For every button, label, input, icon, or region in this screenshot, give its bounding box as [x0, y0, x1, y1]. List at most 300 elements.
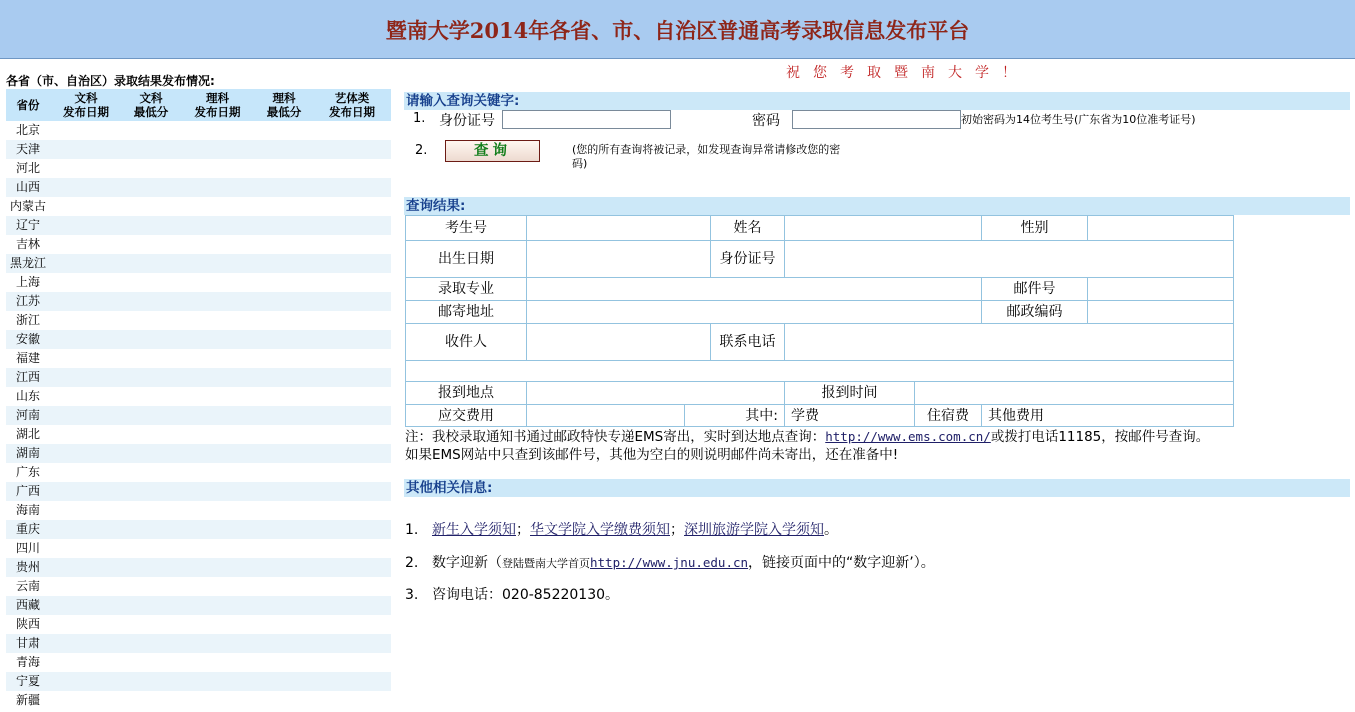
province-cell	[313, 615, 391, 634]
jnu-homepage-link[interactable]: http://www.jnu.edu.cn	[590, 555, 749, 570]
column-header-line: 理科	[206, 91, 229, 105]
province-cell	[255, 520, 313, 539]
province-cell	[180, 406, 255, 425]
province-row	[6, 653, 391, 672]
birth-date-value	[527, 241, 711, 278]
of-which-label: 其中:	[685, 405, 785, 427]
province-cell	[313, 311, 391, 330]
province-row	[6, 539, 391, 558]
province-cell	[313, 463, 391, 482]
postcode-value	[1088, 301, 1234, 324]
province-cell	[313, 140, 391, 159]
province-name: 广西	[6, 482, 50, 501]
step2-number: 2.	[415, 143, 428, 158]
province-cell	[122, 672, 180, 691]
province-row	[6, 463, 391, 482]
major-value	[527, 278, 982, 301]
report-time-label: 报到时间	[785, 382, 915, 405]
report-place-value	[527, 382, 785, 405]
province-name: 河北	[15, 161, 40, 175]
province-name: 青海	[15, 655, 40, 669]
name-value	[785, 216, 982, 241]
province-name: 天津	[6, 140, 50, 159]
province-cell	[50, 178, 122, 197]
province-name: 新疆	[15, 693, 40, 707]
name-label: 姓名	[711, 216, 785, 241]
province-name: 重庆	[6, 520, 50, 539]
mail-number-label: 邮件号	[982, 278, 1088, 301]
province-cell	[180, 520, 255, 539]
province-cell	[50, 444, 122, 463]
fee-due-value	[527, 405, 685, 427]
province-cell	[180, 349, 255, 368]
info-item-3	[405, 584, 619, 604]
tuition-label: 学费	[785, 405, 915, 427]
province-name: 江苏	[6, 292, 50, 311]
province-cell	[122, 596, 180, 615]
province-cell	[255, 406, 313, 425]
birth-date-label: 出生日期	[406, 241, 527, 278]
greeting-text: 祝您考取暨南大学！	[786, 65, 1029, 81]
id-card-value	[785, 241, 1234, 278]
province-release-panel	[6, 73, 391, 710]
column-header-line: 省份	[16, 98, 40, 112]
province-cell	[255, 140, 313, 159]
province-cell	[313, 425, 391, 444]
exam-number-label: 考生号	[406, 216, 527, 241]
province-cell	[255, 539, 313, 558]
province-cell	[180, 539, 255, 558]
column-header-line: 最低分	[133, 105, 169, 119]
province-cell	[180, 121, 255, 140]
password-label: 密码	[752, 113, 780, 129]
freshman-guide-link[interactable]: 新生入学须知	[432, 522, 516, 538]
ems-note	[405, 428, 1209, 464]
ems-note-line1-prefix: 注：我校录取通知书通过邮政特快专递EMS寄出，实时到达地点查询：	[405, 429, 826, 445]
province-cell	[122, 425, 180, 444]
province-row	[6, 501, 391, 520]
province-cell	[50, 539, 122, 558]
province-name: 湖南	[6, 444, 50, 463]
province-cell	[313, 368, 391, 387]
province-cell	[255, 311, 313, 330]
province-cell	[180, 463, 255, 482]
province-cell	[50, 596, 122, 615]
province-cell	[50, 159, 122, 178]
mail-number-value	[1088, 278, 1234, 301]
info-item-1-number: 1.	[405, 522, 419, 538]
province-row	[6, 311, 391, 330]
province-table-column-header	[122, 89, 180, 121]
province-cell	[255, 634, 313, 653]
info-separator-2: ；	[670, 522, 684, 538]
province-cell	[180, 140, 255, 159]
province-cell	[313, 596, 391, 615]
password-hint: 初始密码为14位考生号(广东省为10位准考证号)	[961, 113, 1196, 126]
province-cell	[313, 539, 391, 558]
postcode-label: 邮政编码	[982, 301, 1088, 324]
page-title: 暨南大学2014年各省、市、自治区普通高考录取信息发布平台	[385, 18, 970, 43]
province-name: 浙江	[15, 313, 40, 327]
province-cell	[255, 444, 313, 463]
province-table-header	[6, 89, 391, 121]
province-row	[6, 235, 391, 254]
province-table-column-header	[180, 89, 255, 121]
province-cell	[122, 254, 180, 273]
province-cell	[313, 349, 391, 368]
province-row	[6, 216, 391, 235]
province-cell	[180, 197, 255, 216]
province-cell	[50, 463, 122, 482]
gender-value	[1088, 216, 1234, 241]
digital-welcome-suffix: ，链接页面中的“数字迎新’）。	[748, 555, 935, 571]
province-cell	[180, 292, 255, 311]
province-cell	[180, 444, 255, 463]
province-cell	[313, 444, 391, 463]
province-panel-title: 各省（市、自治区）录取结果发布情况:	[6, 74, 215, 88]
province-cell	[50, 634, 122, 653]
province-cell	[313, 577, 391, 596]
huawen-fee-guide-link[interactable]: 华文学院入学缴费须知	[530, 522, 670, 538]
blank-row	[406, 361, 1234, 382]
ems-link[interactable]: http://www.ems.com.cn/	[825, 429, 991, 444]
province-cell	[313, 178, 391, 197]
province-cell	[122, 273, 180, 292]
ems-note-line2: 如果EMS网站中只查到该邮件号，其他为空白的则说明邮件尚未寄出，还在准备中!	[405, 447, 899, 463]
province-release-table	[6, 89, 391, 710]
province-cell	[313, 216, 391, 235]
column-header-line: 发布日期	[194, 105, 241, 119]
province-cell	[255, 273, 313, 292]
province-cell	[255, 368, 313, 387]
province-cell	[180, 311, 255, 330]
province-row	[6, 691, 391, 710]
province-name: 湖北	[15, 427, 40, 441]
province-cell	[50, 406, 122, 425]
province-cell	[50, 558, 122, 577]
province-cell	[255, 178, 313, 197]
column-header-line: 最低分	[266, 105, 302, 119]
province-cell	[180, 159, 255, 178]
info-item-1	[405, 519, 838, 539]
province-row	[6, 406, 391, 425]
province-row	[6, 672, 391, 691]
province-name: 西藏	[6, 596, 50, 615]
info-item-3-number: 3.	[405, 587, 419, 603]
province-cell	[255, 596, 313, 615]
column-header-line: 发布日期	[329, 105, 375, 119]
province-cell	[255, 254, 313, 273]
query-button[interactable]: 查询	[445, 140, 540, 162]
province-cell	[313, 634, 391, 653]
query-section-title: 请输入查询关键字:	[404, 92, 1350, 110]
province-row	[6, 634, 391, 653]
province-cell	[255, 235, 313, 254]
province-cell	[313, 273, 391, 292]
province-row	[6, 444, 391, 463]
province-cell	[255, 216, 313, 235]
province-cell	[122, 216, 180, 235]
shenzhen-tourism-guide-link[interactable]: 深圳旅游学院入学须知	[684, 522, 824, 538]
province-cell	[180, 501, 255, 520]
phone-label: 联系电话	[711, 324, 785, 361]
province-name: 广东	[15, 465, 40, 479]
province-cell	[50, 425, 122, 444]
province-cell	[50, 615, 122, 634]
province-cell	[50, 197, 122, 216]
province-cell	[122, 539, 180, 558]
province-cell	[255, 482, 313, 501]
province-cell	[180, 330, 255, 349]
province-row	[6, 330, 391, 349]
phone-value	[785, 324, 1234, 361]
password-input[interactable]	[792, 110, 961, 129]
province-row	[6, 558, 391, 577]
column-header-line: 文科	[139, 91, 163, 105]
province-name: 山东	[15, 389, 40, 403]
province-cell	[122, 330, 180, 349]
province-cell	[313, 330, 391, 349]
province-name: 内蒙古	[9, 199, 46, 213]
province-cell	[122, 159, 180, 178]
province-cell	[255, 577, 313, 596]
province-table-column-header	[6, 89, 50, 121]
province-cell	[50, 292, 122, 311]
digital-welcome-text: 数字迎新（	[432, 555, 502, 571]
query-warning: (您的所有查询将被记录，如发现查询异常请修改您的密码)	[572, 143, 841, 170]
fee-due-label: 应交费用	[406, 405, 527, 427]
province-cell	[122, 615, 180, 634]
province-cell	[50, 520, 122, 539]
province-name: 甘肃	[6, 634, 50, 653]
digital-welcome-small-text: 登陆暨南大学首页	[502, 557, 590, 570]
province-table-column-header	[313, 89, 391, 121]
info-item-1-end: 。	[824, 522, 838, 538]
province-cell	[313, 159, 391, 178]
province-cell	[180, 615, 255, 634]
province-cell	[180, 653, 255, 672]
province-table-column-header	[50, 89, 122, 121]
province-table-column-header	[255, 89, 313, 121]
province-cell	[180, 178, 255, 197]
province-cell	[122, 387, 180, 406]
column-header-line: 艺体类	[334, 91, 370, 105]
id-number-input[interactable]	[502, 110, 671, 129]
consult-phone-text: 咨询电话：020-85220130。	[432, 587, 620, 603]
province-name: 福建	[15, 351, 40, 365]
report-time-value	[915, 382, 1234, 405]
column-header-line: 理科	[272, 91, 296, 105]
province-cell	[122, 178, 180, 197]
province-row	[6, 254, 391, 273]
province-cell	[313, 501, 391, 520]
id-number-label: 身份证号	[439, 113, 495, 129]
province-cell	[313, 292, 391, 311]
province-cell	[122, 235, 180, 254]
province-cell	[313, 672, 391, 691]
id-card-label: 身份证号	[711, 241, 785, 278]
province-cell	[255, 672, 313, 691]
province-name: 安徽	[6, 330, 50, 349]
province-row	[6, 520, 391, 539]
province-row	[6, 140, 391, 159]
province-cell	[255, 121, 313, 140]
province-row	[6, 292, 391, 311]
column-header-line: 文科	[74, 91, 98, 105]
province-cell	[255, 159, 313, 178]
province-name: 云南	[15, 579, 40, 593]
province-cell	[313, 235, 391, 254]
address-value	[527, 301, 982, 324]
province-row	[6, 577, 391, 596]
province-cell	[50, 273, 122, 292]
recipient-value	[527, 324, 711, 361]
province-cell	[50, 368, 122, 387]
province-cell	[180, 387, 255, 406]
province-cell	[180, 596, 255, 615]
province-cell	[180, 273, 255, 292]
province-cell	[122, 634, 180, 653]
province-cell	[255, 387, 313, 406]
province-cell	[255, 197, 313, 216]
province-cell	[180, 216, 255, 235]
province-row	[6, 368, 391, 387]
report-place-label: 报到地点	[406, 382, 527, 405]
province-cell	[50, 501, 122, 520]
province-cell	[180, 558, 255, 577]
province-cell	[255, 330, 313, 349]
province-cell	[50, 235, 122, 254]
province-cell	[313, 197, 391, 216]
province-row	[6, 596, 391, 615]
major-label: 录取专业	[406, 278, 527, 301]
result-section-title: 查询结果:	[404, 197, 1350, 215]
province-cell	[255, 653, 313, 672]
province-cell	[50, 482, 122, 501]
province-name: 北京	[15, 123, 40, 137]
province-cell	[50, 140, 122, 159]
province-cell	[255, 615, 313, 634]
province-name: 吉林	[15, 237, 40, 251]
province-cell	[180, 577, 255, 596]
exam-number-value	[527, 216, 711, 241]
province-cell	[122, 463, 180, 482]
ems-note-line1-suffix: 或拨打电话11185，按邮件号查询。	[990, 429, 1210, 445]
province-cell	[122, 444, 180, 463]
province-cell	[50, 349, 122, 368]
province-name: 辽宁	[6, 216, 50, 235]
province-cell	[122, 520, 180, 539]
province-cell	[313, 520, 391, 539]
province-cell	[255, 501, 313, 520]
province-cell	[180, 634, 255, 653]
province-cell	[180, 368, 255, 387]
province-cell	[122, 482, 180, 501]
province-name: 河南	[6, 406, 50, 425]
gender-label: 性别	[982, 216, 1088, 241]
province-row	[6, 197, 391, 216]
province-cell	[255, 558, 313, 577]
column-header-line: 发布日期	[63, 105, 109, 119]
lodging-label: 住宿费	[915, 405, 982, 427]
province-row	[6, 482, 391, 501]
province-cell	[313, 387, 391, 406]
province-row	[6, 273, 391, 292]
province-row	[6, 121, 391, 140]
info-separator-1: ；	[516, 522, 530, 538]
address-label: 邮寄地址	[406, 301, 527, 324]
step1-number: 1.	[413, 111, 426, 126]
province-name: 陕西	[15, 617, 40, 631]
province-cell	[255, 425, 313, 444]
province-cell	[122, 577, 180, 596]
province-name: 海南	[15, 503, 40, 517]
province-cell	[313, 406, 391, 425]
province-cell	[313, 121, 391, 140]
province-cell	[180, 425, 255, 444]
other-info-section-title: 其他相关信息:	[404, 479, 1350, 497]
province-name: 江西	[6, 368, 50, 387]
province-cell	[122, 653, 180, 672]
province-cell	[313, 653, 391, 672]
province-cell	[122, 691, 180, 710]
province-cell	[50, 577, 122, 596]
province-cell	[50, 691, 122, 710]
province-name: 四川	[15, 541, 40, 555]
province-cell	[313, 558, 391, 577]
other-fee-label: 其他费用	[982, 405, 1234, 427]
province-cell	[122, 406, 180, 425]
province-cell	[50, 672, 122, 691]
province-cell	[122, 349, 180, 368]
province-cell	[180, 235, 255, 254]
province-cell	[122, 121, 180, 140]
page-header	[0, 0, 1355, 59]
info-item-2	[405, 552, 935, 572]
province-cell	[255, 691, 313, 710]
recipient-label: 收件人	[406, 324, 527, 361]
province-cell	[255, 349, 313, 368]
province-cell	[180, 691, 255, 710]
province-cell	[313, 691, 391, 710]
province-cell	[122, 292, 180, 311]
province-row	[6, 387, 391, 406]
province-cell	[180, 482, 255, 501]
province-cell	[122, 368, 180, 387]
result-table	[405, 215, 1234, 427]
province-cell	[122, 311, 180, 330]
province-cell	[122, 501, 180, 520]
province-cell	[313, 482, 391, 501]
province-cell	[180, 254, 255, 273]
province-cell	[50, 311, 122, 330]
province-cell	[122, 558, 180, 577]
province-cell	[50, 121, 122, 140]
province-row	[6, 615, 391, 634]
province-name: 黑龙江	[6, 254, 50, 273]
province-cell	[255, 463, 313, 482]
province-cell	[255, 292, 313, 311]
province-cell	[122, 197, 180, 216]
province-cell	[50, 330, 122, 349]
province-cell	[180, 672, 255, 691]
province-cell	[50, 387, 122, 406]
province-cell	[50, 653, 122, 672]
province-row	[6, 159, 391, 178]
province-cell	[313, 254, 391, 273]
province-name: 山西	[6, 178, 50, 197]
province-row	[6, 178, 391, 197]
